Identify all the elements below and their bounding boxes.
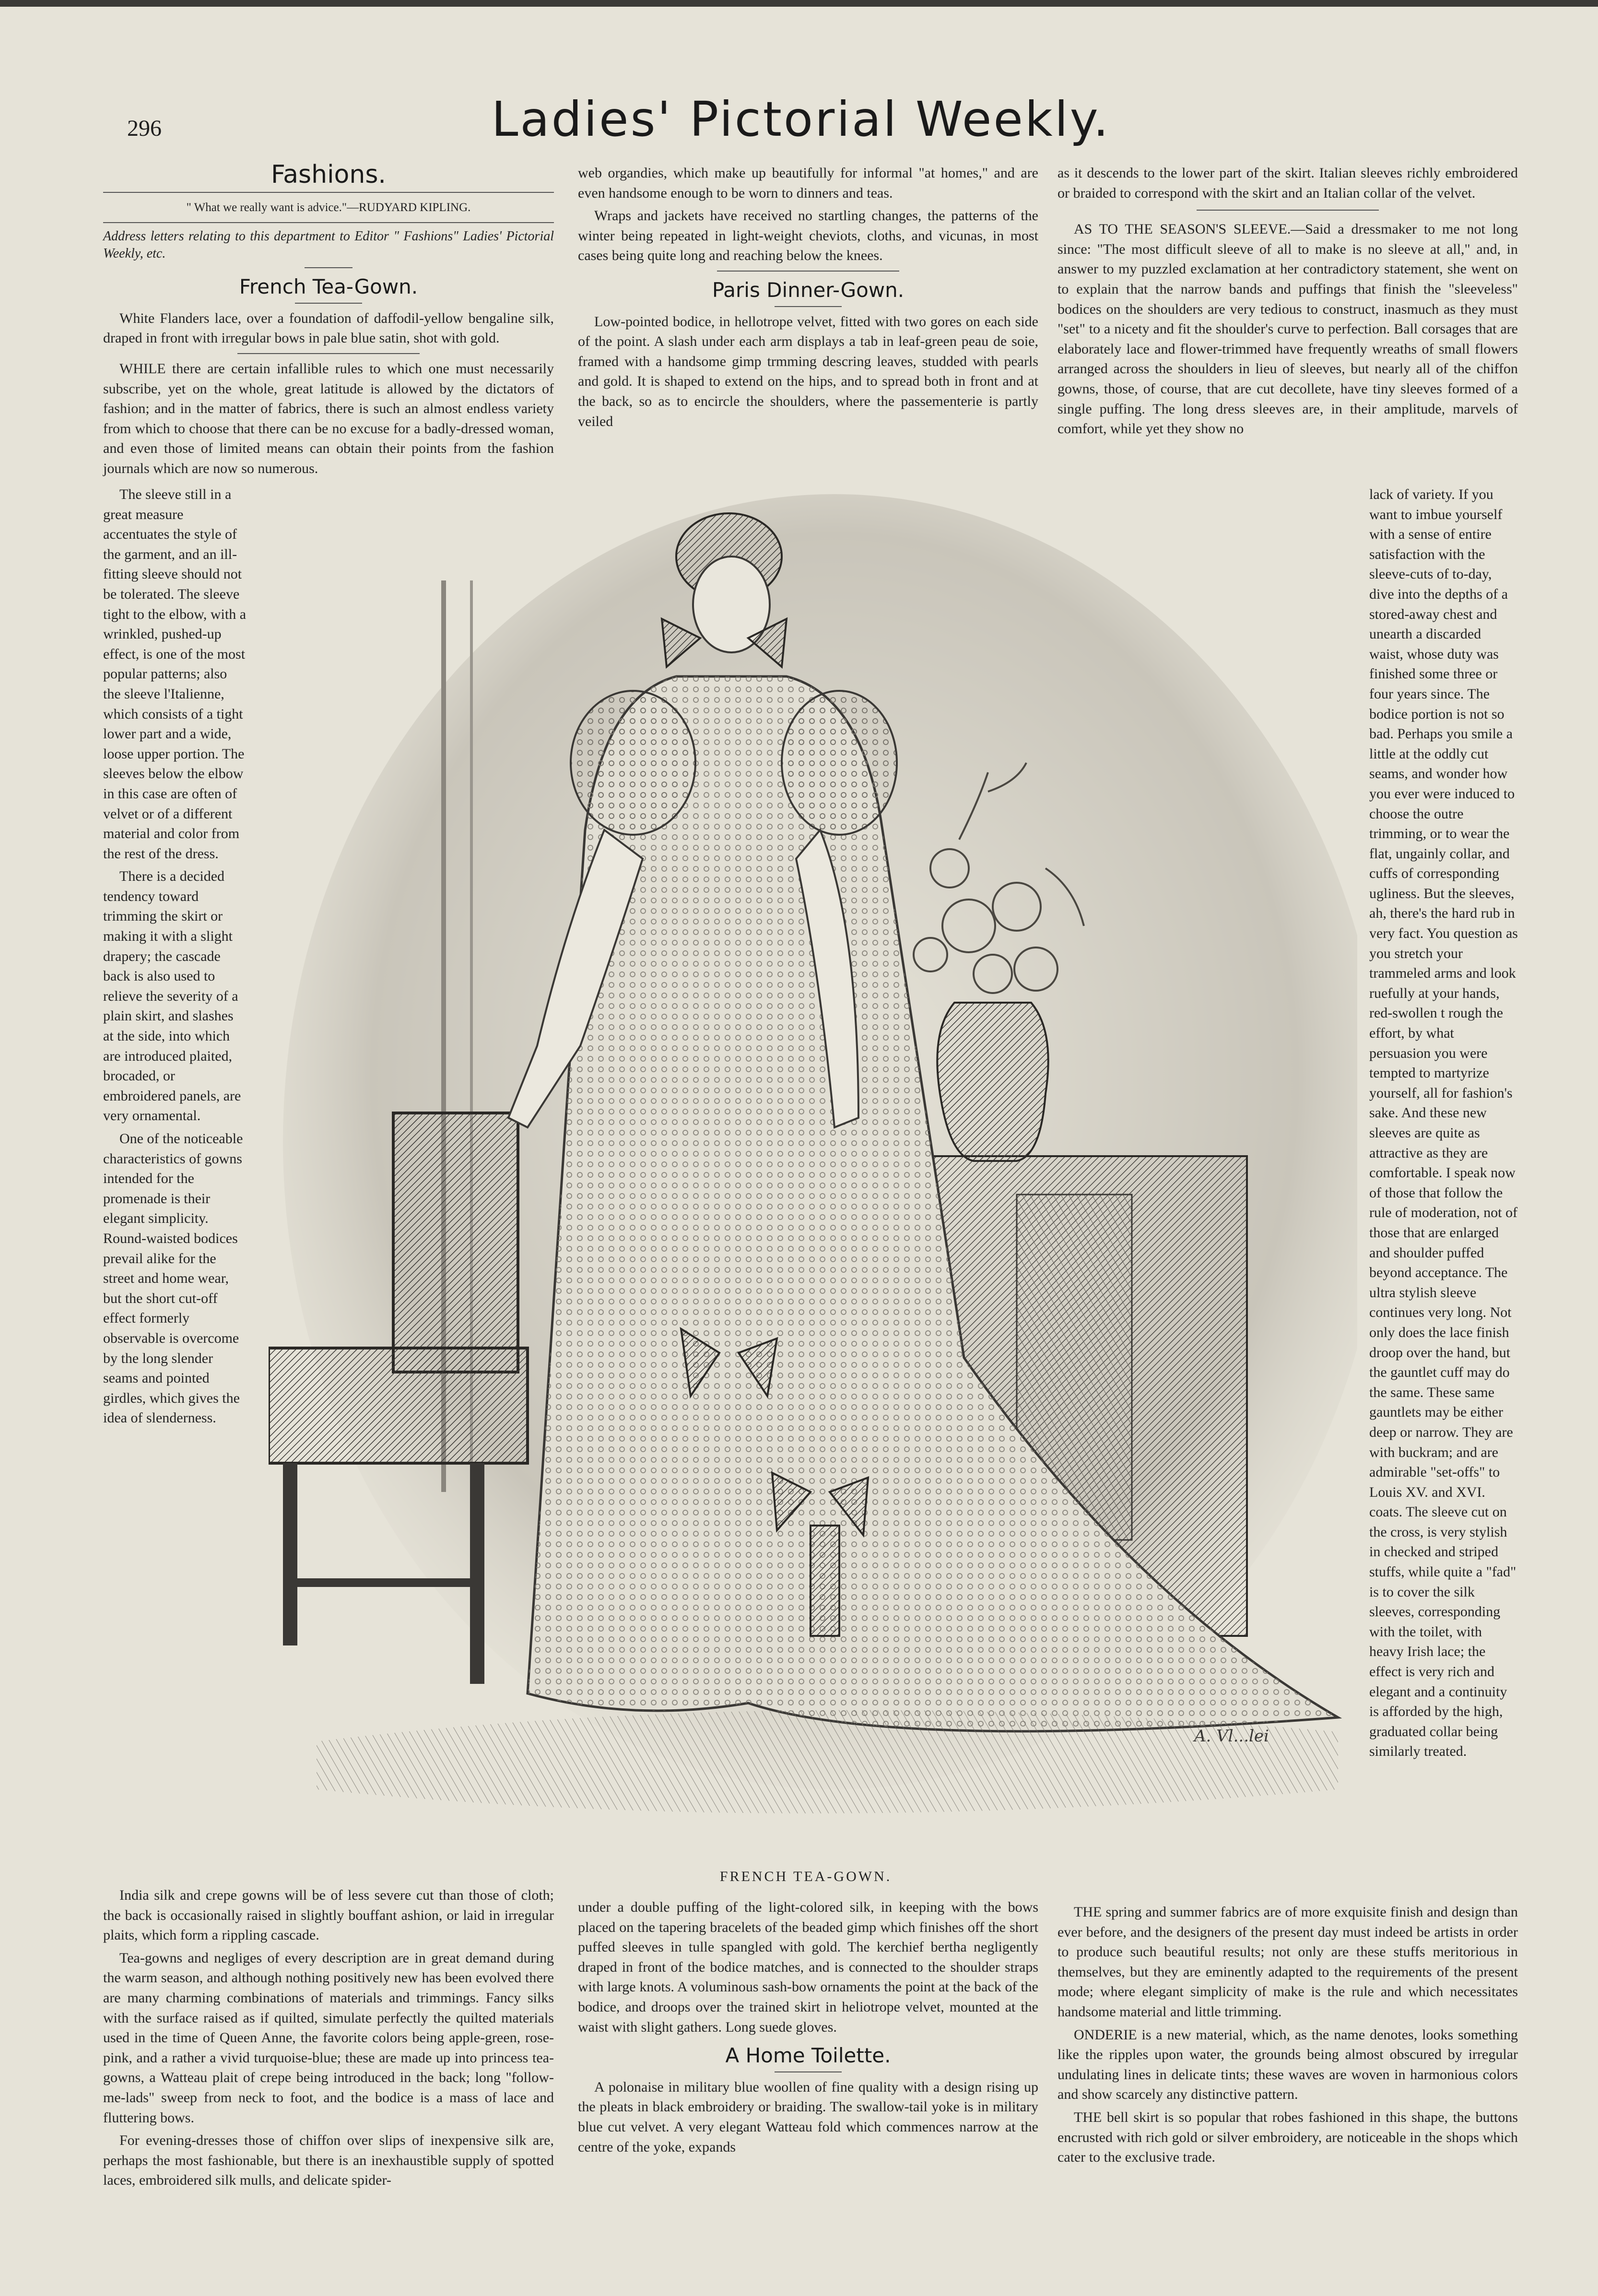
epigraph-quote: " What we really want is advice."—RUDYARD KIPLING.	[186, 201, 471, 214]
column-2-top	[578, 163, 1038, 434]
rule	[103, 222, 554, 223]
bell-text: bell skirt is so popular that robes fashioned in this shape, the buttons encrusted with rich gold or silver embroidery, are noticeable in the shops which cater to the exclusive trade.	[1058, 2109, 1518, 2166]
rule	[775, 2071, 842, 2072]
rule	[237, 353, 420, 354]
paragraph-seasons-sleeve	[1058, 219, 1518, 439]
column-2-bottom	[578, 1897, 1038, 2160]
paragraph-1-text: there are certain infallible rules to which one must necessarily subscribe, yet on the whole, great latitude is allowed by the dictators of fashion; and in the matter of fabrics, there is such an almost endless variety from which to choose that there can be no excuse for a badly-dressed woman, and even those of limited means can obtain their points from the fashion journals which are now so numerous.	[103, 360, 554, 476]
paragraph-onderie	[1058, 2025, 1518, 2105]
spring-text: spring and summer fabrics are of more exquisite finish and design than ever before, and the designers of the present day must indeed be artists in order to produce such beautiful results; not only are these stuffs meritorious in themselves, but they are eminently adapted to the requirements of the present mode; where elegant simplicity of make is the rule and which necessitates handsome material and little trimming.	[1058, 1904, 1518, 2020]
spring-lead: THE	[1074, 1904, 1102, 1920]
column-3-narrow	[1369, 485, 1518, 1764]
paragraph-bell-skirt	[1058, 2107, 1518, 2167]
engraving-illustration	[269, 494, 1357, 1871]
rule	[305, 267, 352, 268]
paragraph-dinner-gown: Low-pointed bodice, in hellotrope velvet, fitted with two gores on each side of the point. A slash under each arm displays a tab in leaf-green peau de soie, framed with a handsome gimp trmming descring leaves, studded with pearls and gold. It is shaped to extend on the hips, and to spread both in front and at the back, so as to encircle the shoulders, where the passementerie is partly veiled	[578, 313, 1038, 429]
address-note: Address letters relating to this department to Editor " Fashions" Ladies' Pictorial Weekly, etc.	[103, 229, 554, 261]
sleeve-lead: AS TO THE SEASON'S SLEEVE.	[1074, 221, 1291, 237]
paragraph-dinner-gown-cont: under a double puffing of the light-colored silk, in keeping with the bows placed on the tapering bracelets of the beaded gimp which finishes off the short puffed sleeves in tulle spangled with gold. The kerchief bertha negligently draped in front of the bodice matches, and is connected to the shoulder straps with large knots. A voluminous sash-bow ornaments the point at the back of the bodice, and droops over the trained skirt in heliotrope velvet, mounted at the waist with slight gathers. Long suede gloves.	[578, 1899, 1038, 2035]
subhead-french-tea-gown: French Tea-Gown.	[239, 275, 418, 299]
paragraph-1	[103, 359, 554, 479]
figure-caption: FRENCH TEA-GOWN.	[719, 1869, 892, 1884]
paragraph-2: The sleeve still in a great measure accentuates the style of the garment, and an ill-fitting sleeve should not be tolerated. The sleeve tight to the elbow, with a wrinkled, pushed-up effect, is one of the most popular patterns; also the sleeve l'Italienne, which consists of a tight lower part and a wide, loose upper portion. The sleeves below the elbow in this case are often of velvet or of a different material and color from the rest of the dress.	[103, 486, 247, 862]
column-1-narrow	[103, 485, 247, 1431]
column-1-bottom	[103, 1885, 554, 2193]
subhead-home-toilette: A Home Toilette.	[725, 2044, 891, 2068]
section-title: Fashions.	[271, 160, 386, 189]
onderie-text: is a new material, which, as the name denotes, looks something like the ripples upon water, the grounds being almost obscured by irregular undulating lines in delicate tints; these waves are woven in harmonious colors and show scarcely any distinctive pattern.	[1058, 2026, 1518, 2103]
page-header	[103, 86, 1499, 158]
page-number: 296	[127, 116, 162, 141]
paragraph-6: Tea-gowns and negliges of every description are in great demand during the warm season, and although nothing positively new has been evolved there are many charming combinations of materials and trimmings. Fancy silks with the surface raised as if quilted, simulate perfectly the quilted materials used in the time of Queen Anne, the favorite colors being apple-green, rose-pink, and a rather a vivid turquoise-blue; these are made up into princess tea-gowns, a Watteau plait of crepe being introduced in the back; long "follow-me-lads" sweep from neck to foot, and the bodice is a mass of lace and fluttering bows.	[103, 1950, 554, 2126]
paragraph-5: India silk and crepe gowns will be of less severe cut than those of cloth; the back is occasionally raised in slightly bouffant ashion, or laid in irregular plaits, which form a rippling cascade.	[103, 1887, 554, 1943]
paragraph-spring-fabrics	[1058, 1902, 1518, 2022]
french-tea-gown-engraving-icon	[269, 494, 1357, 1871]
sleeve-text: —Said a dressmaker to me not long since: "The most difficult sleeve of all to make is no sleeve at all," and, in answer to my puzzled exclamation at her contradictory statement, she went on to explain that the narrow bands and puffings that finish the "sleeveless" bodices on the shoulders are very tedious to construct, inasmuch as they must "set" to a nicety and fit the shoulder's curve to perfection. Ball corsages that are elaborately lace and flower-trimmed have frequently wreaths of small flowers arranged across the shoulders in lieu of sleeves, but nearly all of the chiffon gowns, those, of course, that are cut decollete, have tiny sleeves formed of a single puffing. The long dress sleeves are, in their amplitude, marvels of comfort, while yet they show no	[1058, 221, 1518, 437]
column-3-top	[1058, 163, 1518, 442]
paragraph-4: One of the noticeable characteristics of gowns intended for the promenade is their elegant simplicity. Round-waisted bodices prevail alike for the street and home wear, but the short cut-off effect formerly observable is overcome by the long slender seams and pointed girdles, which gives the idea of slenderness.	[103, 1131, 243, 1426]
lead-paragraph: White Flanders lace, over a foundation of daffodil-yellow bengaline silk, draped in front with irregular bows in pale blue satin, shot with gold.	[103, 310, 554, 346]
subhead-paris-dinner-gown: Paris Dinner-Gown.	[712, 278, 905, 302]
paragraph-italian-sleeves: as it descends to the lower part of the skirt. Italian sleeves richly embroidered or braided to correspond with the skirt and an Italian collar of the velvet.	[1058, 165, 1518, 201]
rule	[717, 271, 899, 272]
paragraph-7: For evening-dresses those of chiffon over slips of inexpensive silk are, perhaps the most fashionable, but there is an inexhaustible supply of spotted laces, embroidered silk mulls, and delicate spider-	[103, 2132, 554, 2189]
bell-lead: THE	[1074, 2109, 1102, 2125]
dropcap-word: WHILE	[119, 360, 166, 377]
rule	[103, 192, 554, 193]
scan-top-edge	[0, 0, 1598, 7]
column-1-top	[103, 160, 554, 482]
paragraph-sleeve-narrow: lack of variety. If you want to imbue yourself with a sense of entire satisfaction with the sleeve-cuts of to-day, dive into the depths of a stored-away chest and unearth a discarded waist, whose duty was finished some three or four years since. The bodice portion is not so bad. Perhaps you smile a little at the oddly cut seams, and wonder how you ever were induced to choose the outre trimming, or to wear the flat, ungainly collar, and cuffs of corresponding ugliness. But the sleeves, ah, there's the hard rub in very fact. You question as you stretch your trammeled arms and look ruefully at your hands, red-swollen t rough the effort, by what persuasion you were tempted to martyrize yourself, all for fashion's sake. And these new sleeves are quite as attractive as they are comfortable. I speak now of those that follow the rule of moderation, not of those that are enlarged and shoulder puffed beyond acceptance. The ultra stylish sleeve continues very long. Not only does the lace finish droop over the hand, but the gauntlet cuff may do the same. These same gauntlets may be either deep or narrow. They are with buckram; and are admirable "set-offs" to Louis XV. and XVI. coats. The sleeve cut on the cross, is very stylish in checked and striped stuffs, while quite a "fad" is to cover the silk sleeves, corresponding with the toilet, with heavy Irish lace; the effect is very rich and elegant and a continuity is afforded by the high, graduated collar being similarly treated.	[1369, 486, 1518, 1760]
paragraph-wraps: Wraps and jackets have received no startling changes, the patterns of the winter being repeated in light-weight cheviots, cloths, and vicunas, in most cases being quite long and reaching below the knees.	[578, 208, 1038, 264]
paragraph-3: There is a decided tendency toward trimming the skirt or making it with a slight drapery; the cascade back is also used to relieve the severity of a plain skirt, and slashes at the side, into which are introduced plaited, brocaded, or embroidered panels, are very ornamental.	[103, 868, 241, 1124]
rule	[1197, 210, 1379, 211]
paragraph-home-toilette: A polonaise in military blue woollen of fine quality with a design rising up the pleats in black embroidery or braiding. The swallow-tail yoke is in military blue cut velvet. A very elegant Watteau fold which commences narrow at the centre of the yoke, expands	[578, 2079, 1038, 2155]
paragraph-organdies: web organdies, which make up beautifully for informal "at homes," and are even handsome enough to be worn to dinners and teas.	[578, 165, 1038, 201]
artist-signature: A. Vl...lei	[1194, 1727, 1269, 1746]
onderie-lead: ONDERIE	[1074, 2026, 1137, 2043]
column-3-bottom	[1058, 1902, 1518, 2170]
masthead: Ladies' Pictorial Weekly.	[491, 91, 1111, 147]
rule	[775, 306, 842, 307]
rule	[295, 303, 362, 304]
